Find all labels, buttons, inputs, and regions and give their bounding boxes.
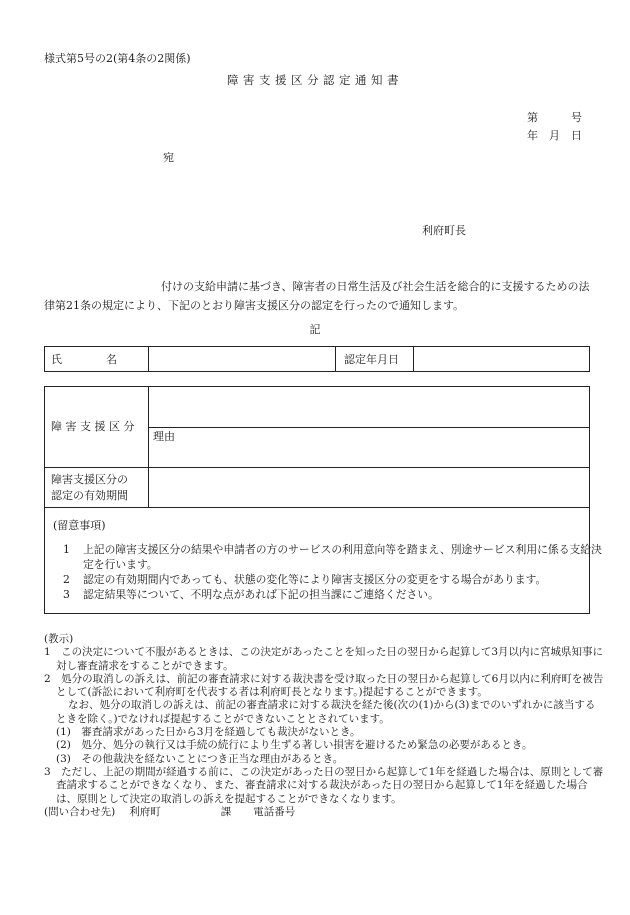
category-label: 障 害 支 援 区 分: [51, 420, 135, 433]
form-number: 様式第5号の2(第4条の2関係): [44, 52, 191, 65]
instruction-sub-1: (1) 審査請求があった日から3月を経過しても裁決がないとき。: [56, 726, 361, 739]
document-title: 障害支援区分認定通知書: [227, 73, 403, 87]
cert-date-label: 認定年月日: [344, 353, 399, 366]
contact-label: (問い合わせ先): [44, 805, 116, 818]
instruction-item-3: 3 ただし、上記の期間が経過する前に、この決定があった日の翌日から起算して1年を経過した場合は、原則として審査請求することができなくなり、また、審査請求に対する裁決があった日の翌日から起算して1年を経過した場合は、原則として決定の取消しの訴えを提起することができなくなります。: [44, 765, 604, 805]
instruction-sub-3: (3) その他裁決を経ないことにつき正当な理由があるとき。: [56, 752, 344, 765]
instruction-item-2: 2 処分の取消しの訴えは、前記の審査請求に対する裁決書を受け取った日の翌日から起算して6月以内に利府町を被告として(訴訟において利府町を代表する者は利府町長となります。)提起することができます。: [44, 672, 604, 699]
instruction-section: [44, 633, 604, 819]
note-text: 認定の有効期間内であっても、状態の変化等により障害支援区分の変更をする場合があります。: [83, 573, 547, 586]
name-table: [44, 346, 590, 372]
instruction-title: (教示): [44, 633, 74, 645]
ki-heading: 記: [309, 323, 321, 336]
issuer: 利府町長: [422, 224, 466, 237]
document-date: 年 月 日: [527, 129, 582, 142]
name-value-cell: [149, 347, 335, 371]
note-text: 認定結果等について、不明な点があれば下記の担当課にご連絡ください。: [83, 588, 439, 601]
note-item: [63, 573, 583, 587]
instruction-item-1: 1 この決定について不服があるときは、この決定があったことを知った日の翌日から起算して3月以内に宮城県知事に対し審査請求をすることができます。: [44, 646, 604, 672]
category-table: [44, 386, 602, 614]
contact-town: 利府町: [129, 805, 161, 818]
cert-date-value-cell: [414, 347, 590, 371]
note-number: 1: [63, 543, 70, 556]
document-number: 第 号: [527, 111, 582, 124]
note-item: [63, 542, 603, 572]
note-number: 2: [63, 573, 70, 586]
name-label: 氏 名: [51, 353, 117, 366]
validity-label-line1: 障害支援区分の: [51, 473, 128, 486]
instruction-item-2-note: なお、処分の取消しの訴えは、前記の審査請求に対する裁決を経た後(次の(1)から(3)までのいずれかに該当するときを除く。)でなければ提起することができないこととされています。: [56, 699, 596, 725]
addressee: 宛: [163, 151, 174, 164]
body-text: 付けの支給申請に基づき、障害者の日常生活及び社会生活を総合的に支援するための法律第21条の規定により、下記のとおり障害支援区分の認定を行ったので通知します。: [44, 280, 590, 312]
contact-line: [44, 806, 604, 819]
instruction-sub-2: (2) 処分、処分の執行又は手続の続行により生ずる著しい損害を避けるため緊急の必要があるとき。: [56, 739, 533, 752]
note-item: [63, 588, 583, 602]
contact-phone: 電話番号: [253, 805, 296, 818]
reason-label: 理由: [153, 430, 175, 443]
notes-title: (留意事項): [53, 519, 106, 532]
note-text: 上記の障害支援区分の結果や申請者の方のサービスの利用意向等を踏まえ、別途サービス利用に係る支給決定を行います。: [83, 543, 602, 571]
contact-dept: 課: [220, 805, 232, 818]
validity-label-line2: 認定の有効期間: [51, 489, 128, 502]
note-number: 3: [63, 588, 70, 601]
